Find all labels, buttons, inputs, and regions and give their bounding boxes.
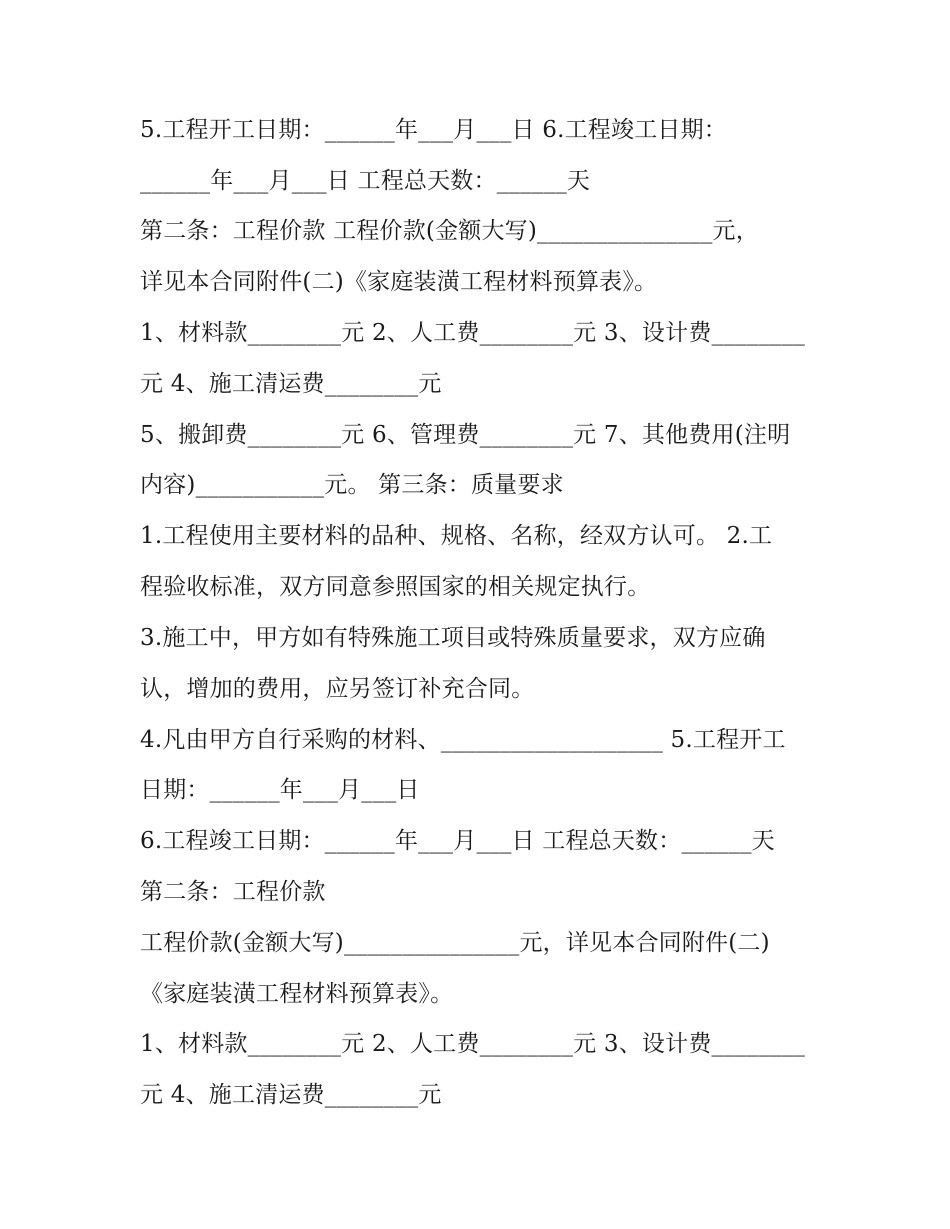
text-line: 5、搬卸费________元 6、管理费________元 7、其他费用(注明 — [140, 422, 791, 448]
text-line: 4.凡由甲方自行采购的材料、___________________ 5.工程开工 — [140, 727, 786, 753]
text-line: 5.工程开工日期：______年___月___日 6.工程竣工日期： — [140, 117, 727, 143]
text-line: 认，增加的费用，应另签订补充合同。 — [140, 676, 535, 702]
text-line: 详见本合同附件(二)《家庭装潢工程材料预算表》。 — [140, 269, 658, 295]
text-line: 工程价款(金额大写)_______________元，详见本合同附件(二) — [140, 930, 770, 956]
text-line: 日期：______年___月___日 — [140, 777, 420, 803]
text-line: 元 4、施工清运费________元 — [140, 371, 442, 397]
text-line: 第二条：工程价款 工程价款(金额大写)_______________元， — [140, 218, 759, 244]
text-line: 元 4、施工清运费________元 — [140, 1082, 442, 1108]
text-line: 6.工程竣工日期：______年___月___日 工程总天数：______天 — [140, 828, 775, 854]
text-line: 1、材料款________元 2、人工费________元 3、设计费________ — [140, 320, 806, 346]
text-line: 1、材料款________元 2、人工费________元 3、设计费________ — [140, 1031, 806, 1057]
text-line: 第二条：工程价款 — [140, 879, 326, 905]
text-line: 内容)___________元。 第三条：质量要求 — [140, 472, 564, 498]
text-line: 《家庭装潢工程材料预算表》。 — [140, 981, 454, 1007]
text-line: 1.工程使用主要材料的品种、规格、名称，经双方认可。 2.工 — [140, 523, 773, 549]
text-line: 3.施工中，甲方如有特殊施工项目或特殊质量要求，双方应确 — [140, 625, 766, 651]
text-line: ______年___月___日 工程总天数：______天 — [140, 168, 591, 194]
text-line: 程验收标准，双方同意参照国家的相关规定执行。 — [140, 574, 651, 600]
